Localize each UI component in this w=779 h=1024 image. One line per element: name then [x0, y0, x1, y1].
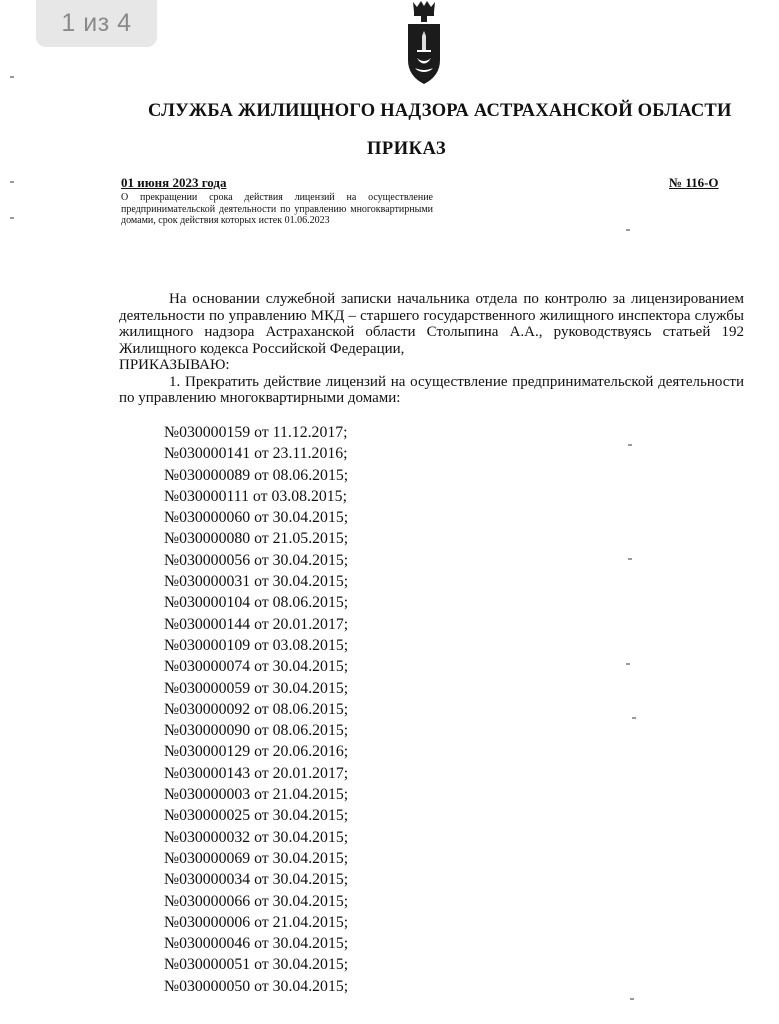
license-item: №030000144 от 20.01.2017; — [164, 615, 349, 633]
license-item: №030000129 от 20.06.2016; — [164, 743, 349, 761]
license-item: №030000056 от 30.04.2015; — [164, 551, 349, 569]
page-counter: 1 из 4 — [36, 0, 157, 47]
license-item: №030000031 от 30.04.2015; — [164, 573, 349, 591]
license-item: №030000051 от 30.04.2015; — [164, 956, 349, 974]
scan-speck — [628, 558, 632, 560]
license-list — [164, 422, 348, 997]
license-item: №030000141 от 23.11.2016; — [164, 445, 348, 463]
document-date: 01 июня 2023 года — [121, 175, 227, 190]
order-word: ПРИКАЗЫВАЮ: — [119, 357, 230, 373]
document-subject: О прекращении срока действия лицензий на осуществление предпринимательской деятельности по управлению многоквартирными домами, срок действия которых истек 01.06.2023 — [121, 192, 433, 227]
license-item: №030000080 от 21.05.2015; — [164, 530, 349, 548]
license-item: №030000143 от 20.01.2017; — [164, 764, 349, 782]
license-item: №030000109 от 03.08.2015; — [164, 636, 349, 654]
scan-speck — [10, 76, 14, 78]
license-item: №030000003 от 21.04.2015; — [164, 786, 349, 804]
license-item: №030000066 от 30.04.2015; — [164, 892, 349, 910]
scan-speck — [10, 181, 14, 183]
license-item: №030000050 от 30.04.2015; — [164, 977, 349, 995]
license-item: №030000089 от 08.06.2015; — [164, 466, 349, 484]
license-item: №030000032 от 30.04.2015; — [164, 828, 349, 846]
license-item: №030000046 от 30.04.2015; — [164, 935, 349, 953]
license-item: №030000006 от 21.04.2015; — [164, 913, 349, 931]
document-number: № 116-О — [669, 175, 719, 190]
scan-speck — [632, 717, 636, 719]
license-item: №030000090 от 08.06.2015; — [164, 722, 349, 740]
license-item: №030000059 от 30.04.2015; — [164, 679, 349, 697]
scan-speck — [626, 229, 630, 231]
license-item: №030000034 от 30.04.2015; — [164, 871, 349, 889]
order-item-1: 1. Прекратить действие лицензий на осуществление предпринимательской деятельности по управлению многоквартирными домами: — [119, 373, 744, 406]
document-kind: ПРИКАЗ — [367, 139, 447, 159]
license-item: №030000092 от 08.06.2015; — [164, 700, 349, 718]
license-item: №030000111 от 03.08.2015; — [164, 487, 347, 505]
license-item: №030000159 от 11.12.2017; — [164, 424, 348, 441]
license-item: №030000104 от 08.06.2015; — [164, 594, 349, 612]
scan-speck — [628, 444, 632, 446]
license-item: №030000074 от 30.04.2015; — [164, 658, 349, 676]
scan-speck — [626, 663, 630, 665]
license-item: №030000069 от 30.04.2015; — [164, 849, 349, 867]
license-item: №030000025 от 30.04.2015; — [164, 807, 349, 825]
basis-paragraph: На основании служебной записки начальника отдела по контролю за лицензированием деятельности по управлению МКД – старшего государственного жилищного инспектора службы жилищного надзора Астраханской области Столыпина А.А., руководствуясь статьей 192 Жилищного кодекса Российской Федерации, — [119, 291, 744, 357]
scan-speck — [10, 217, 14, 219]
organization-title: СЛУЖБА ЖИЛИЩНОГО НАДЗОРА АСТРАХАНСКОЙ ОБЛАСТИ — [148, 101, 732, 121]
astrakhan-coat-of-arms-icon — [401, 0, 447, 86]
license-item: №030000060 от 30.04.2015; — [164, 509, 349, 527]
document-body — [119, 291, 744, 407]
scan-speck — [630, 998, 634, 1000]
